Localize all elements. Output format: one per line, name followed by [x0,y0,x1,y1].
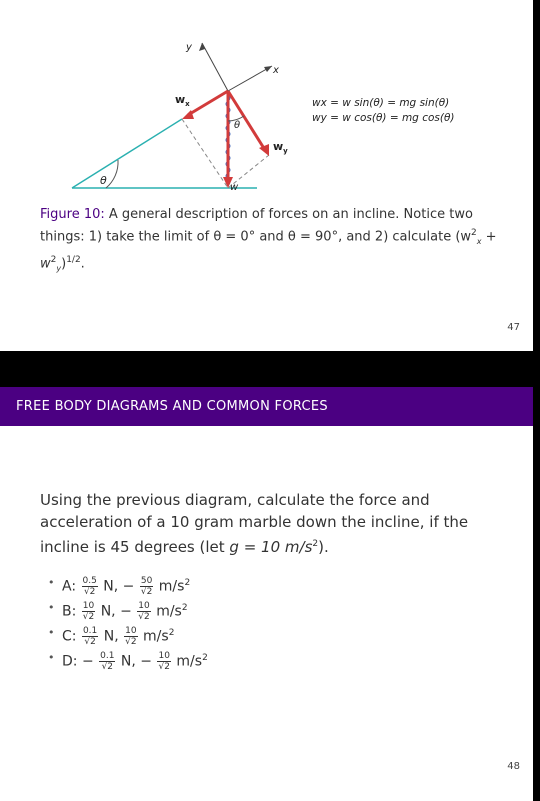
fraction-numerator: 0.1 [100,650,115,661]
equation-wx: wx = w sin(θ) = mg sin(θ) [312,97,450,109]
slide-title: FREE BODY DIAGRAMS AND COMMON FORCES [16,399,328,414]
acceleration-fraction [157,652,170,672]
option-label: C: [62,628,77,645]
caption-sup-2: 2 [471,228,477,238]
caption-sub-x: x [476,236,482,246]
force-unit: N, − [100,603,132,620]
slide-header [0,387,533,426]
wy-label: $w_y$ [273,140,288,155]
fraction-denominator: √2 [101,661,114,672]
fraction-denominator: √2 [140,586,153,597]
acceleration-fraction [140,577,153,597]
fraction-numerator: 0.5 [82,575,97,586]
slide-48 [0,387,533,801]
option-c[interactable] [62,622,208,647]
acceleration-unit: m/s [176,653,203,670]
wx-label: $w_x$ [175,93,190,108]
figure-caption-text: A general description of forces on an incline. Notice two things: 1) take the limit of θ = 0° and θ = 90°, and 2) calculate (w [40,207,473,245]
slide-47 [0,0,533,351]
fraction-numerator: 10 [158,650,170,661]
question-g: g = 10 m/s [229,538,313,556]
fraction-denominator: √2 [138,611,150,622]
caption-sub-y: y [56,263,62,273]
option-label: D: [62,653,78,670]
force-prefix: − [81,653,94,670]
question-end: ). [318,538,329,556]
caption-wy: w [40,256,51,272]
force-fraction [82,627,98,647]
fraction-denominator: √2 [82,611,95,622]
force-fraction [82,577,98,597]
unit-sup: 2 [202,653,208,663]
unit-sup: 2 [181,603,188,613]
option-label: B: [62,603,77,620]
fraction-numerator: 0.1 [82,625,98,636]
force-unit: N, − [103,578,135,595]
fraction-denominator: √2 [158,661,170,672]
acceleration-fraction [124,627,137,647]
fraction-numerator: 10 [125,625,137,636]
w-label: w [230,182,239,193]
fraction-denominator: √2 [84,636,96,647]
figure-caption-label: Figure 10: [40,207,105,222]
acceleration-unit: m/s [158,578,185,595]
fraction-numerator: 10 [82,600,95,611]
fraction-denominator: √2 [83,586,96,597]
force-fraction [99,652,115,672]
option-b[interactable] [62,597,208,622]
fraction-numerator: 10 [138,600,150,611]
question-sup: 2 [312,539,319,549]
option-d[interactable] [62,647,208,672]
y-axis-label: y [186,42,192,53]
page-number: 48 [507,761,520,772]
equation-wy: wy = w cos(θ) = mg cos(θ) [312,112,455,124]
x-axis-label: x [273,65,279,76]
option-label: A: [62,578,77,595]
unit-sup: 2 [184,578,191,588]
caption-sup-2b: 2 [50,254,57,265]
fraction-denominator: √2 [125,636,137,647]
fraction-numerator: 50 [140,575,153,586]
question-start: Using the previous diagram, calculate the force and acceleration of a 10 gram marble down the incline, if the incline is 45 degrees (let [40,491,469,556]
unit-sup: 2 [168,628,175,638]
force-unit: N, − [120,653,153,670]
incline-force-diagram [62,20,470,196]
force-fraction [82,602,95,622]
acceleration-fraction [137,602,150,622]
acceleration-unit: m/s [143,628,169,645]
question-text [40,489,500,558]
option-a[interactable] [62,572,208,597]
top-angle-label: θ [234,120,241,131]
force-unit: N, [103,628,119,645]
answer-options [62,572,208,672]
base-angle-label: θ [100,174,107,187]
caption-sup-half: 1/2 [66,254,81,265]
acceleration-unit: m/s [156,603,182,620]
page-number: 47 [507,322,520,333]
figure-caption: Figure 10: A general description of forces on an incline. Notice two things: 1) take the limit of θ = 0° and θ = 90°, and 2) calculate $(w^2_x + w^2_y)^{1/2}$. [40,207,497,273]
